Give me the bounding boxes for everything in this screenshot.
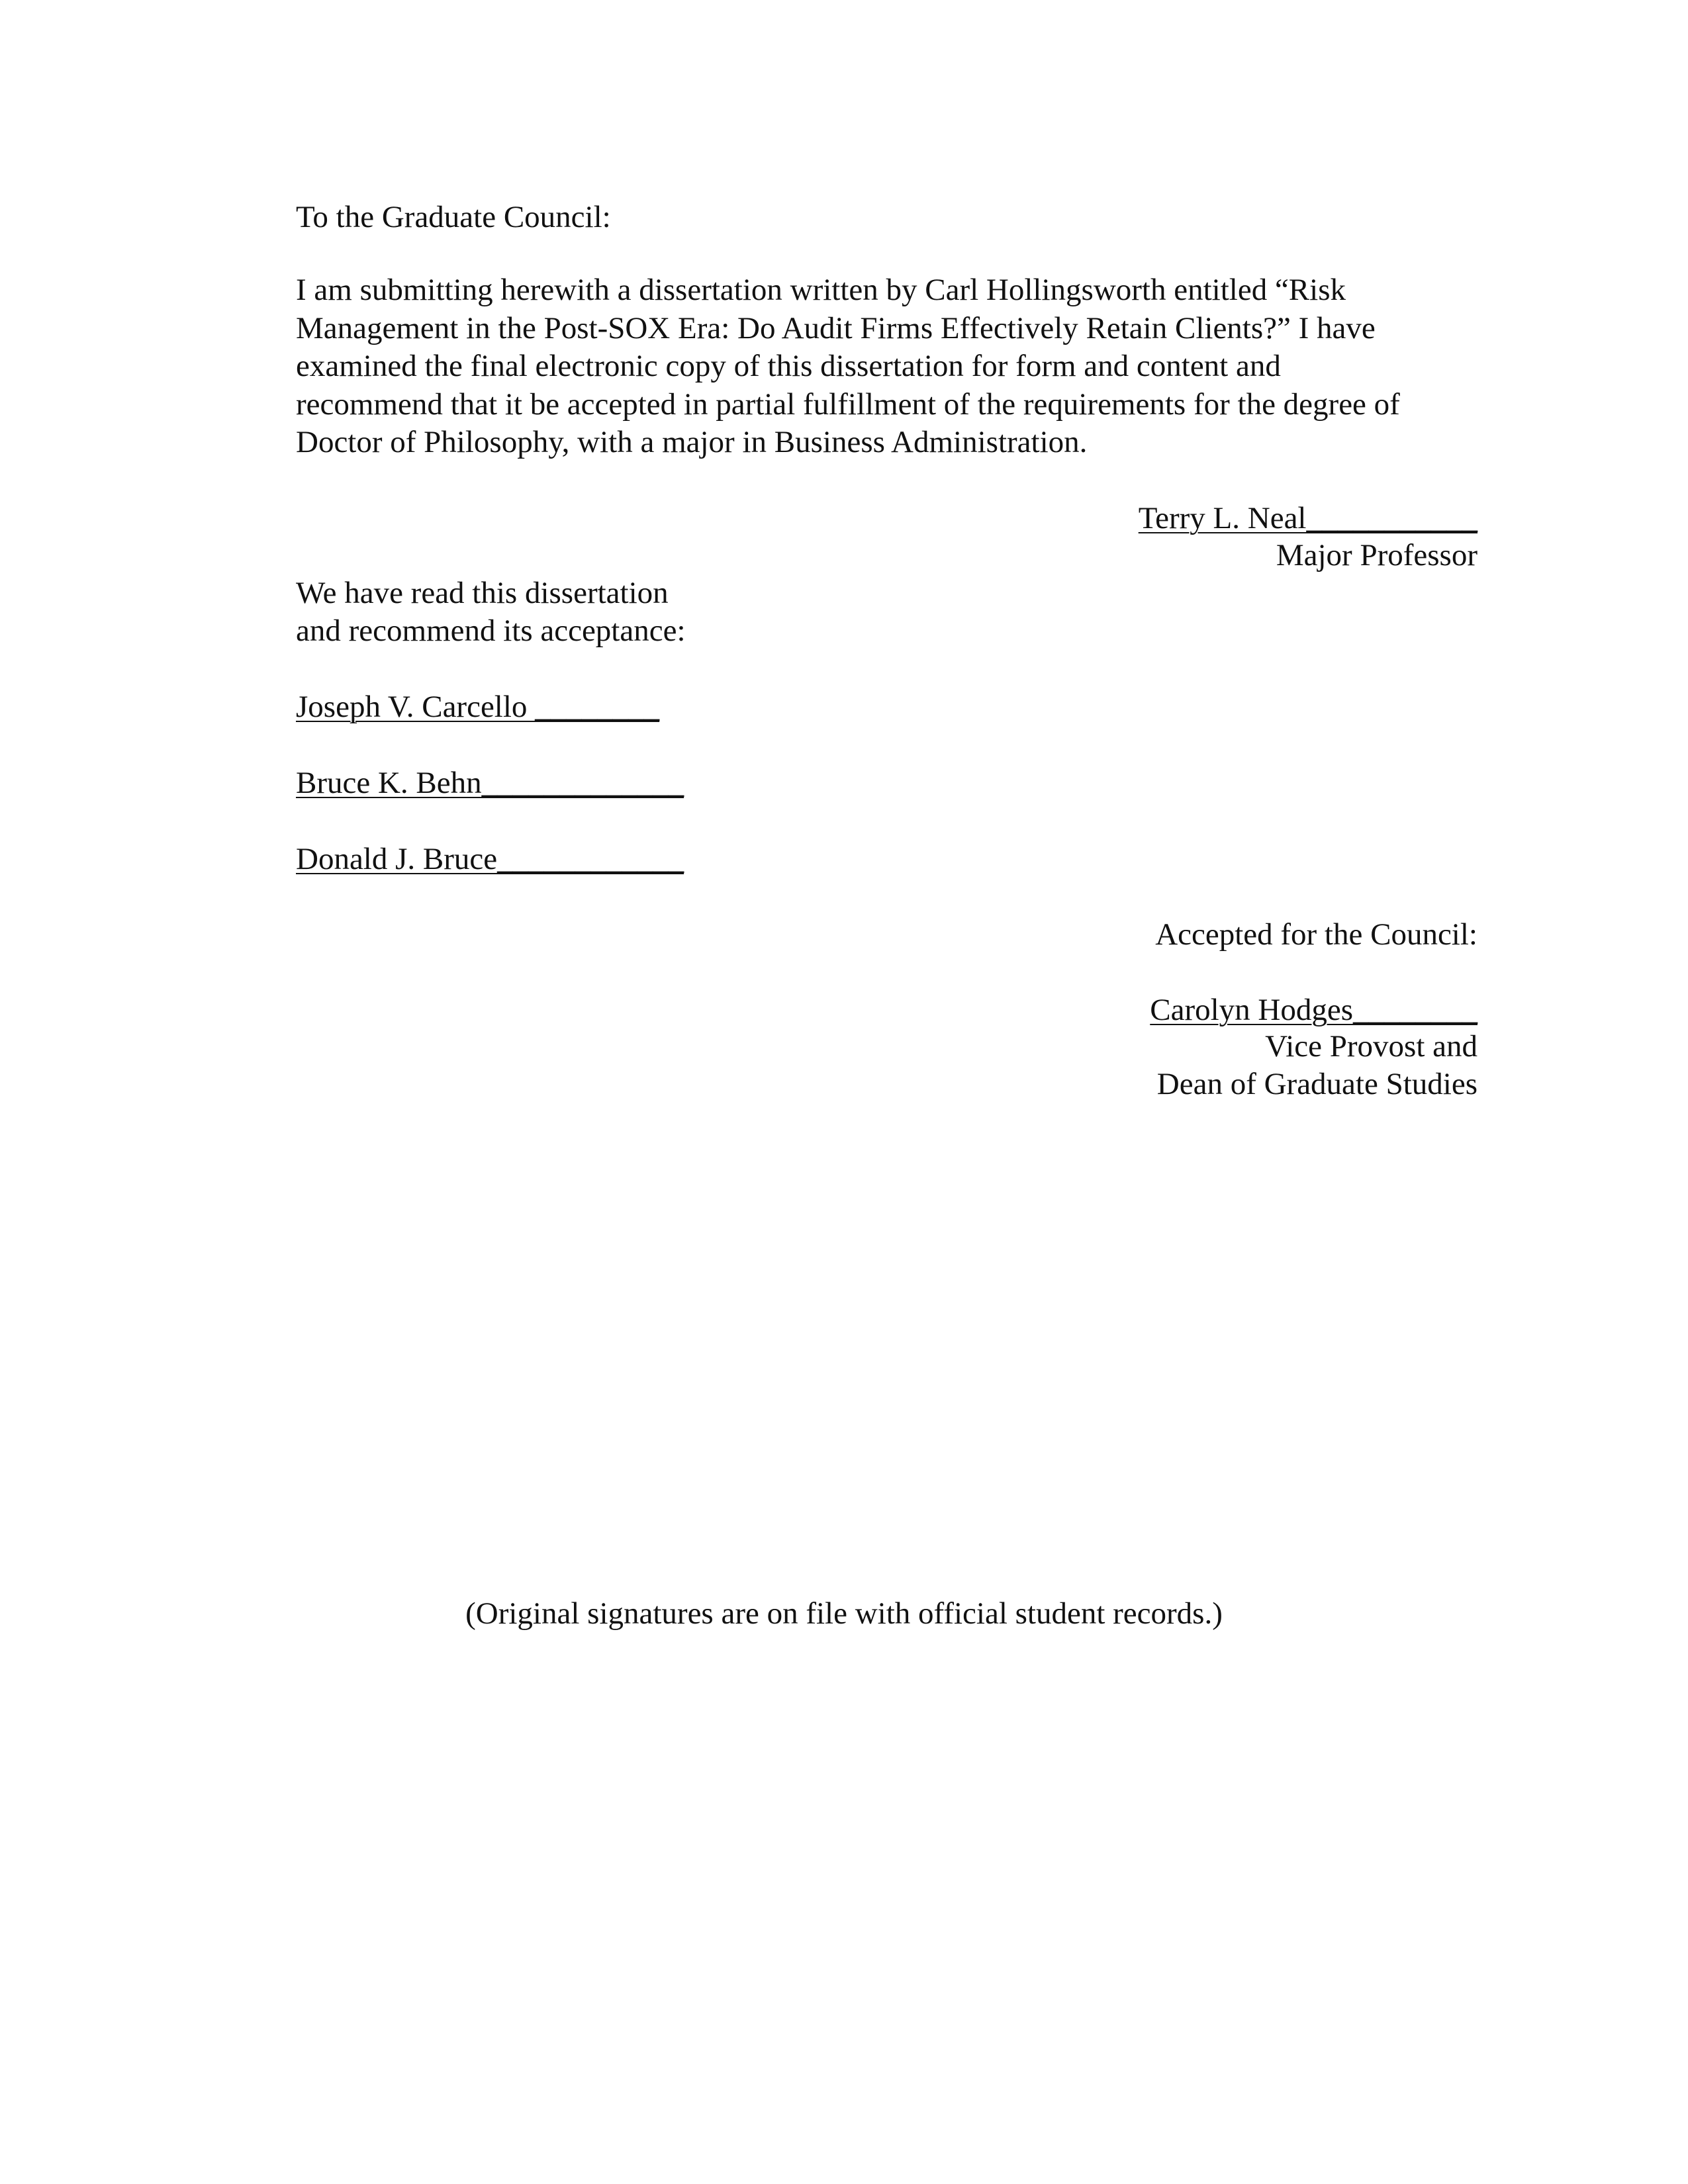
council-signature: Carolyn Hodges________ [1150, 993, 1477, 1027]
council-title-line-2: Dean of Graduate Studies [1156, 1067, 1477, 1101]
committee-member-signature: Donald J. Bruce____________ [296, 842, 684, 876]
council-accepted-label: Accepted for the Council: [1155, 917, 1477, 952]
committee-member-signature: Joseph V. Carcello ________ [296, 690, 660, 724]
salutation: To the Graduate Council: [296, 200, 611, 234]
paragraph-line: recommend that it be accepted in partial fulfillment of the requirements for the degree of [296, 387, 1400, 422]
signatures-on-file-note: (Original signatures are on file with official student records.) [465, 1596, 1223, 1631]
major-professor-signature: Terry L. Neal___________ [1138, 501, 1477, 535]
paragraph-line: Doctor of Philosophy, with a major in Business Administration. [296, 425, 1088, 459]
paragraph-line: examined the final electronic copy of this dissertation for form and content and [296, 349, 1281, 383]
major-professor-title: Major Professor [1276, 538, 1477, 572]
submission-paragraph [296, 271, 1481, 462]
committee-member-signature: Bruce K. Behn_____________ [296, 766, 684, 800]
council-title-line-1: Vice Provost and [1265, 1029, 1477, 1064]
committee-intro-line-1: We have read this dissertation [296, 576, 669, 610]
committee-intro-line-2: and recommend its acceptance: [296, 614, 686, 648]
paragraph-line: I am submitting herewith a dissertation written by Carl Hollingsworth entitled “Risk [296, 273, 1346, 307]
paragraph-line: Management in the Post-SOX Era: Do Audit Firms Effectively Retain Clients?” I have [296, 310, 1376, 345]
